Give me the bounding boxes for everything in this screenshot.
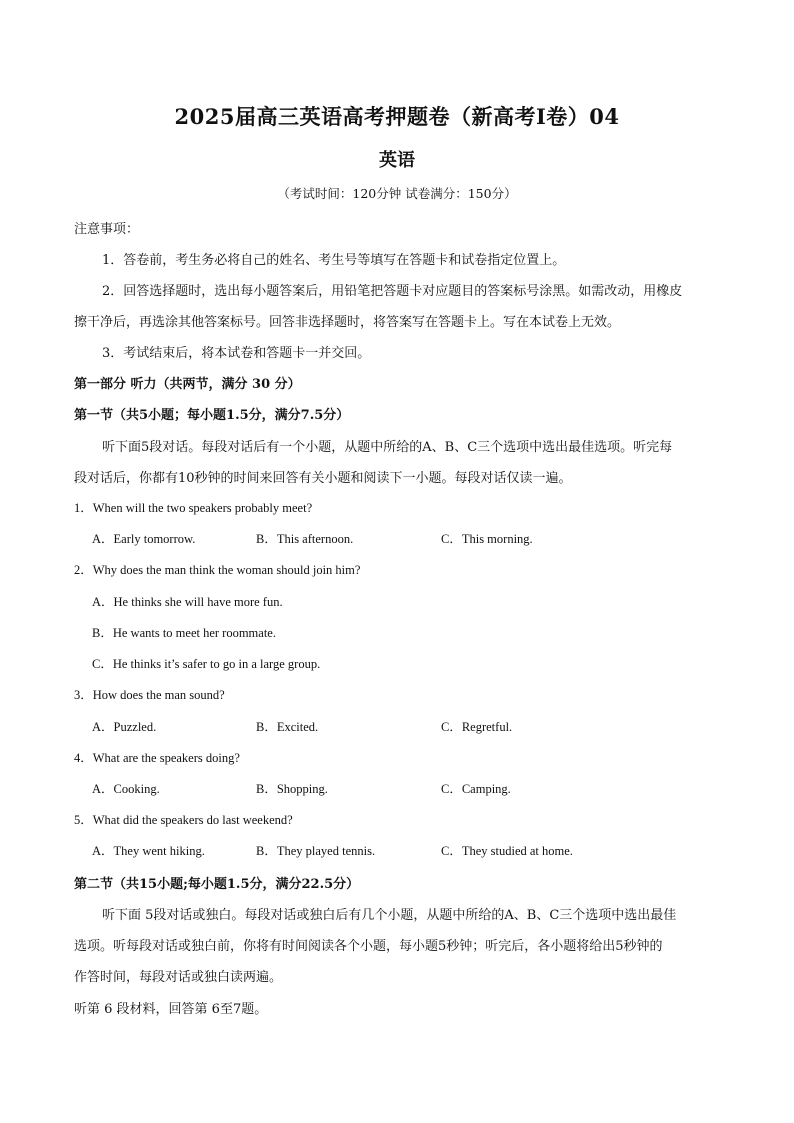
q5-option-b[interactable]: B．They played tennis.	[256, 844, 376, 858]
page-title: 2025届高三英语高考押题卷（新高考I卷）04	[174, 104, 620, 129]
q2-option-c[interactable]: C．He thinks it’s safer to go in a large group.	[92, 657, 321, 671]
q5-option-c[interactable]: C．They studied at home.	[441, 844, 573, 858]
q2-option-a[interactable]: A．He thinks she will have more fun.	[92, 595, 283, 609]
q3-option-b[interactable]: B．Excited.	[256, 720, 319, 734]
q4-option-b[interactable]: B．Shopping.	[256, 782, 328, 796]
section1-instructions-cont: 段对话后，你都有10秒钟的时间来回答有关小题和阅读下一小题。每段对话仅读一遍。	[74, 471, 572, 486]
section2-instructions-cont-1: 选项。听每段对话或独白前，你将有时间阅读各个小题，每小题5秒钟；听完后，各小题将给出5秒钟的	[74, 939, 663, 954]
question-2: 2．Why does the man think the woman should join him?	[74, 563, 361, 577]
q1-option-c[interactable]: C．This morning.	[441, 532, 533, 546]
notice-item-1: 1．答卷前，考生务必将自己的姓名、考生号等填写在答题卡和试卷指定位置上。	[102, 253, 566, 268]
q1-option-a[interactable]: A．Early tomorrow.	[92, 532, 196, 546]
notice-item-2: 2．回答选择题时，选出每小题答案后，用铅笔把答题卡对应题目的答案标号涂黑。如需改动，用橡皮	[102, 284, 683, 299]
q4-option-a[interactable]: A．Cooking.	[92, 782, 160, 796]
q3-option-a[interactable]: A．Puzzled.	[92, 720, 157, 734]
subject-heading: 英语	[379, 150, 415, 171]
section2-instructions: 听下面 5段对话或独白。每段对话或独白后有几个小题，从题中所给的A、B、C三个选项中选出最佳	[102, 908, 677, 923]
material-6-instruction: 听第 6 段材料，回答第 6至7题。	[74, 1002, 268, 1017]
section2-instructions-cont-2: 作答时间，每段对话或独白读两遍。	[74, 970, 283, 985]
notice-item-3: 3．考试结束后，将本试卷和答题卡一并交回。	[102, 346, 371, 361]
notice-item-2-cont: 擦干净后，再选涂其他答案标号。回答非选择题时，将答案写在答题卡上。写在本试卷上无效。	[74, 315, 621, 330]
q5-option-a[interactable]: A．They went hiking.	[92, 844, 205, 858]
question-3: 3．How does the man sound?	[74, 688, 225, 702]
section1-heading: 第一节（共5小题；每小题1.5分，满分7.5分）	[74, 408, 350, 423]
q4-option-c[interactable]: C．Camping.	[441, 782, 511, 796]
q2-option-b[interactable]: B．He wants to meet her roommate.	[92, 626, 276, 640]
notice-heading: 注意事项：	[74, 222, 140, 237]
part1-heading: 第一部分 听力（共两节，满分 30 分）	[74, 377, 301, 392]
section2-heading: 第二节（共15小题;每小题1.5分，满分22.5分）	[74, 877, 360, 892]
question-5: 5．What did the speakers do last weekend?	[74, 813, 293, 827]
q1-option-b[interactable]: B．This afternoon.	[256, 532, 354, 546]
section1-instructions: 听下面5段对话。每段对话后有一个小题，从题中所给的A、B、C三个选项中选出最佳选项。听完每	[102, 440, 673, 455]
question-1: 1．When will the two speakers probably meet?	[74, 501, 313, 515]
question-4: 4．What are the speakers doing?	[74, 751, 240, 765]
exam-info: （考试时间：120分钟 试卷满分：150分）	[277, 186, 517, 201]
q3-option-c[interactable]: C．Regretful.	[441, 720, 513, 734]
